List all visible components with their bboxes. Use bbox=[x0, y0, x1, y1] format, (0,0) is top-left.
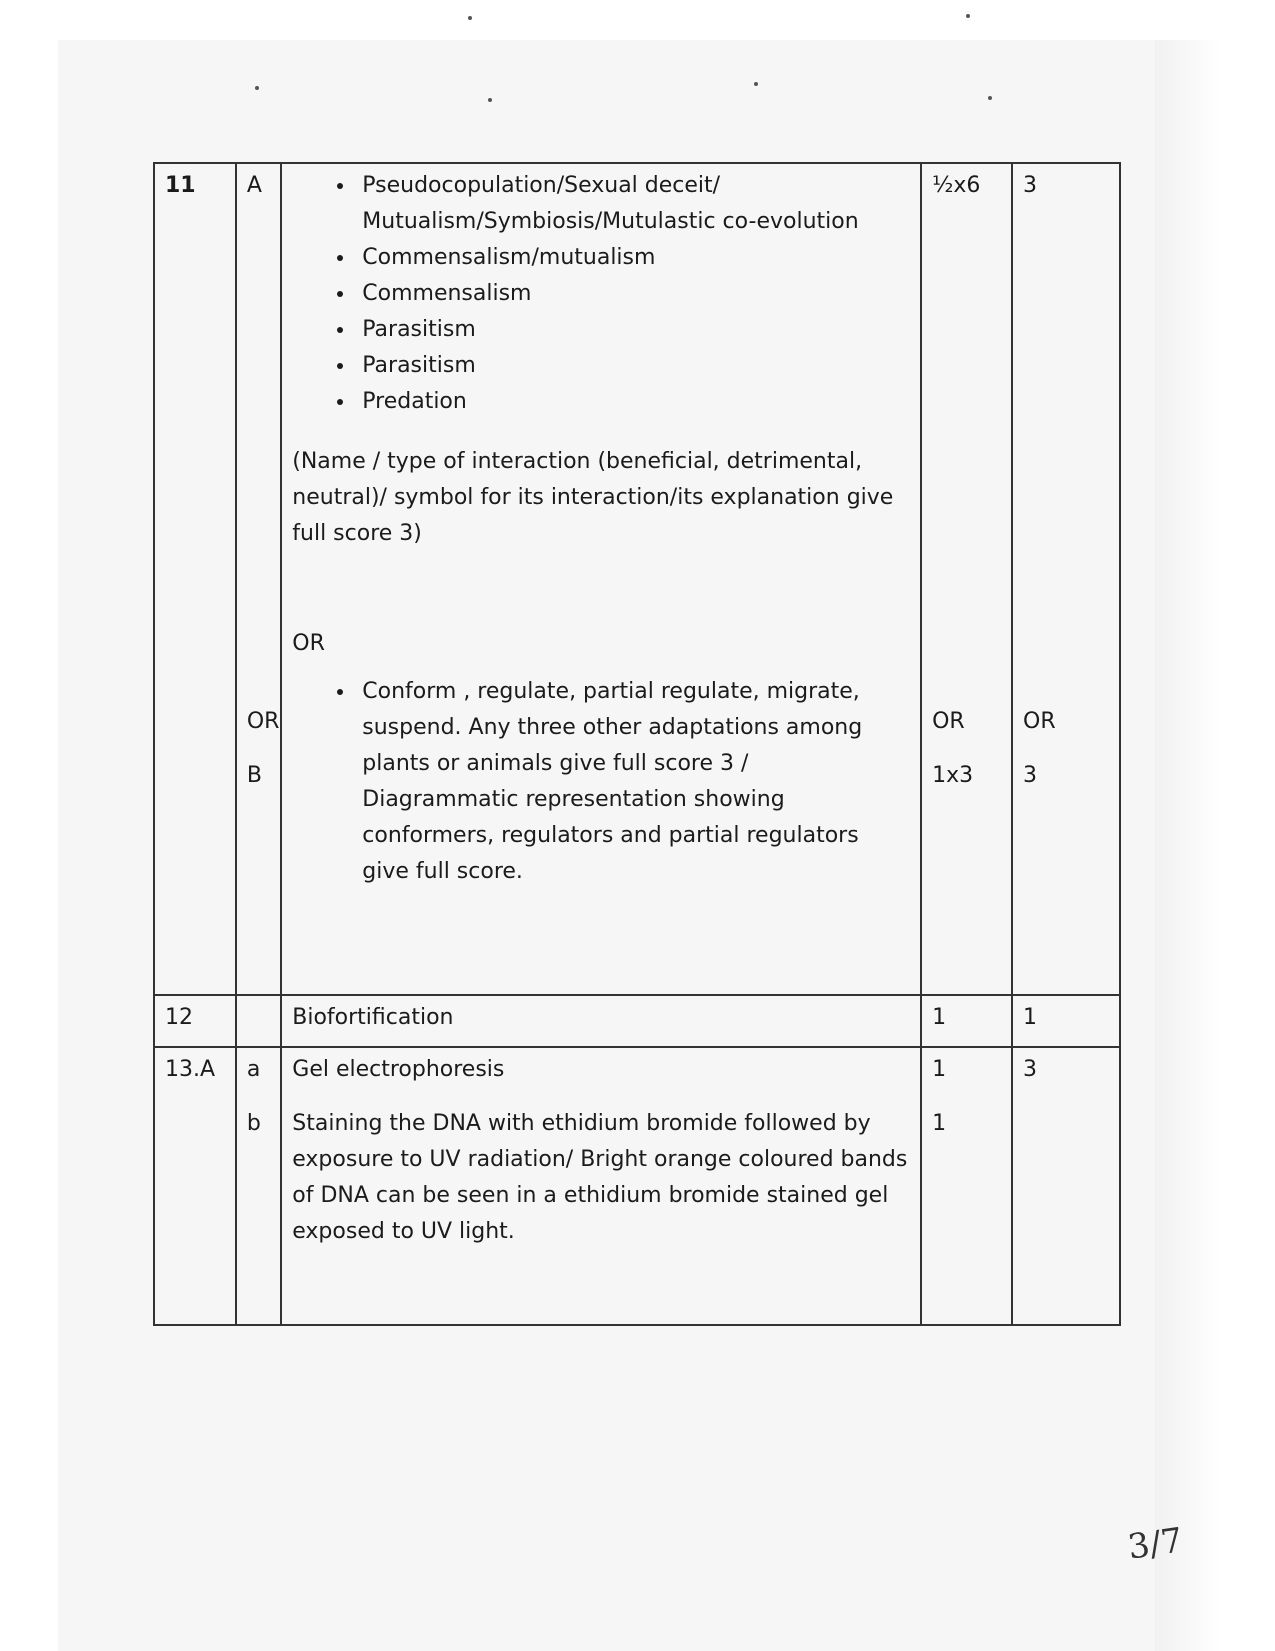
question-number-cell bbox=[154, 163, 236, 995]
sub-part-cell bbox=[236, 995, 281, 1047]
marks-value: 1 bbox=[932, 1111, 947, 1136]
total-score: 3 bbox=[1023, 1057, 1037, 1082]
answer-note: (Name / type of interaction (beneficial, detrimental, neutral)/ symbol for its interaction/its explanation give full score 3) bbox=[292, 449, 894, 546]
list-item: • Conform , regulate, partial regulate, migrate, suspend. Any three other adaptations among plants or animals give full score 3 / Diagrammatic representation showing conformers, regulators and partial regulators give full score. bbox=[356, 674, 910, 890]
marks-value: 1 bbox=[932, 1005, 947, 1030]
list-item: • Parasitism bbox=[356, 312, 910, 348]
total-or-label: OR bbox=[1023, 709, 1056, 734]
answer-bullet-list bbox=[292, 168, 910, 420]
answer-cell bbox=[281, 1047, 921, 1325]
answer-key-table bbox=[153, 162, 1121, 1326]
question-number: 13.A bbox=[165, 1057, 216, 1082]
marks-value: 1 bbox=[932, 1057, 947, 1082]
marks-value: ½x6 bbox=[932, 173, 981, 198]
list-item: • Predation bbox=[356, 384, 910, 420]
total-score: 3 bbox=[1023, 763, 1037, 788]
paper-edge-shadow bbox=[1155, 40, 1220, 1651]
table-row-q11 bbox=[154, 163, 1120, 995]
total-cell bbox=[1012, 163, 1120, 995]
list-item: • Commensalism/mutualism bbox=[356, 240, 910, 276]
sub-part-cell bbox=[236, 1047, 281, 1325]
list-item: • Pseudocopulation/Sexual deceit/ Mutualism/Symbiosis/Mutulastic co-evolution bbox=[356, 168, 910, 240]
question-number: 12 bbox=[165, 1005, 193, 1030]
scan-speck bbox=[255, 86, 259, 90]
question-number-cell bbox=[154, 995, 236, 1047]
answer-bullet-list bbox=[292, 674, 910, 890]
answer-cell bbox=[281, 163, 921, 995]
answer-text: Staining the DNA with ethidium bromide followed by exposure to UV radiation/ Bright orange coloured bands of DNA can be seen in a ethidium bromide stained gel exposed to UV light. bbox=[292, 1111, 908, 1244]
scan-speck bbox=[754, 82, 758, 86]
marks-or-label: OR bbox=[932, 709, 965, 734]
sub-part-label: A bbox=[246, 173, 262, 198]
page-number: 3/7 bbox=[1125, 1520, 1186, 1568]
question-number: 11 bbox=[165, 173, 196, 198]
answer-text: Biofortification bbox=[292, 1005, 454, 1030]
sub-part-label: a bbox=[246, 1057, 261, 1082]
marks-value: 1x3 bbox=[932, 763, 974, 788]
sub-part-label: B bbox=[246, 763, 262, 788]
total-cell bbox=[1012, 1047, 1120, 1325]
scan-speck bbox=[988, 96, 992, 100]
list-item: • Commensalism bbox=[356, 276, 910, 312]
marks-cell bbox=[921, 995, 1012, 1047]
sub-part-cell bbox=[236, 163, 281, 995]
marks-cell bbox=[921, 163, 1012, 995]
table-row-q12 bbox=[154, 995, 1120, 1047]
total-cell bbox=[1012, 995, 1120, 1047]
scan-speck bbox=[966, 14, 970, 18]
answer-text: Gel electrophoresis bbox=[292, 1057, 505, 1082]
scan-speck bbox=[468, 16, 472, 20]
answer-cell bbox=[281, 995, 921, 1047]
scan-speck bbox=[488, 98, 492, 102]
marks-cell bbox=[921, 1047, 1012, 1325]
table-row-q13a bbox=[154, 1047, 1120, 1325]
sub-part-or-label: OR bbox=[246, 709, 280, 734]
total-score: 3 bbox=[1023, 173, 1037, 198]
total-score: 1 bbox=[1023, 1005, 1037, 1030]
or-separator: OR bbox=[292, 631, 325, 656]
sub-part-label: b bbox=[246, 1111, 261, 1136]
list-item: • Parasitism bbox=[356, 348, 910, 384]
question-number-cell bbox=[154, 1047, 236, 1325]
